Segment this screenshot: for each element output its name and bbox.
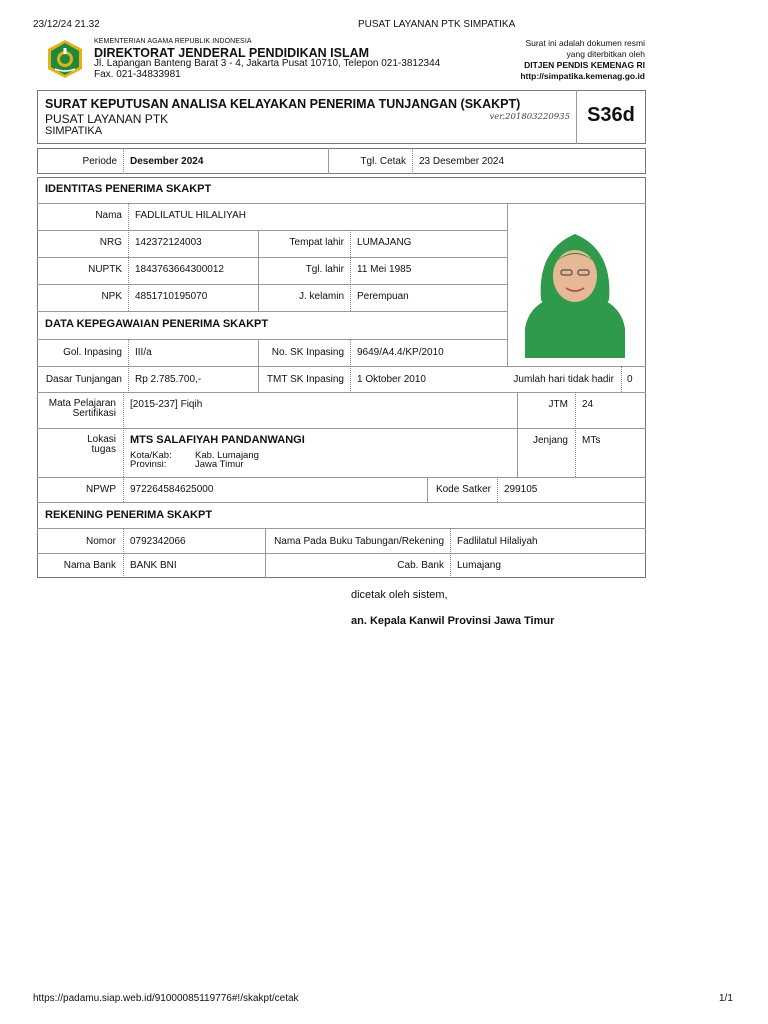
- jumlah-hari-value: 0: [627, 374, 633, 385]
- bank-section-title: REKENING PENERIMA SKAKPT: [45, 509, 213, 521]
- directorate-name: DIREKTORAT JENDERAL PENDIDIKAN ISLAM: [94, 46, 370, 60]
- print-title: PUSAT LAYANAN PTK SIMPATIKA: [358, 19, 516, 30]
- golongan-value: III/a: [135, 347, 152, 358]
- mata-pelajaran-value: [2015-237] Fiqih: [130, 399, 203, 410]
- nama-value: FADLILATUL HILALIYAH: [135, 210, 246, 221]
- jenjang-label: Jenjang: [532, 435, 568, 446]
- nama-buku-label: Nama Pada Buku Tabungan/Rekening: [274, 536, 444, 547]
- document-version: ver.201803220935: [489, 112, 570, 122]
- print-url: https://padamu.siap.web.id/91000085119776#!/skakpt/cetak: [33, 993, 299, 1004]
- signer-title: an. Kepala Kanwil Provinsi Jawa Timur: [351, 615, 555, 627]
- tempat-lahir-value: LUMAJANG: [357, 237, 412, 248]
- nomor-rekening-value: 0792342066: [130, 536, 186, 547]
- issuer-note: Surat ini adalah dokumen resmi yang diterbitkan oleh DITJEN PENDIS KEMENAG RI http://simpatika.kemenag.go.id: [520, 38, 645, 81]
- printed-by-system: dicetak oleh sistem,: [351, 589, 448, 601]
- provinsi-value: Jawa Timur: [195, 459, 244, 470]
- ministry-name: KEMENTERIAN AGAMA REPUBLIK INDONESIA: [94, 38, 252, 45]
- jenis-kelamin-label: J. kelamin: [298, 291, 344, 302]
- jtm-label: JTM: [548, 399, 568, 410]
- print-date-label: Tgl. Cetak: [360, 156, 406, 167]
- nuptk-value: 1843763664300012: [135, 264, 224, 275]
- golongan-label: Gol. Inpasing: [63, 347, 122, 358]
- tmt-sk-label: TMT SK Inpasing: [266, 374, 344, 385]
- print-datetime: 23/12/24 21.32: [33, 19, 100, 30]
- print-date-value: 23 Desember 2024: [419, 156, 505, 167]
- dasar-tunjangan-value: Rp 2.785.700,-: [135, 374, 202, 385]
- nama-bank-value: BANK BNI: [130, 560, 177, 571]
- provinsi-label: Provinsi:: [130, 459, 167, 470]
- document-subtitle-2: SIMPATIKA: [45, 125, 103, 137]
- kemenag-emblem-icon: [46, 39, 84, 79]
- nuptk-label: NUPTK: [88, 264, 122, 275]
- kode-satker-value: 299105: [504, 484, 538, 495]
- npwp-value: 972264584625000: [130, 484, 214, 495]
- kode-satker-label: Kode Satker: [435, 484, 491, 495]
- nama-buku-value: Fadlilatul Hilaliyah: [457, 536, 538, 547]
- kota-value: Kab. Lumajang: [195, 450, 259, 461]
- nrg-value: 142372124003: [135, 237, 202, 248]
- nrg-label: NRG: [99, 237, 122, 248]
- identity-section-title: IDENTITAS PENERIMA SKAKPT: [45, 183, 212, 195]
- recipient-photo: [521, 210, 629, 358]
- document-subtitle: PUSAT LAYANAN PTK: [45, 112, 169, 126]
- period-label: Periode: [82, 156, 117, 167]
- jenis-kelamin-value: Perempuan: [357, 291, 409, 302]
- document-code: S36d: [587, 104, 635, 126]
- jtm-value: 24: [582, 399, 594, 410]
- print-page-number: 1/1: [719, 993, 733, 1004]
- employment-section-title: DATA KEPEGAWAIAN PENERIMA SKAKPT: [45, 318, 269, 330]
- sk-inpasing-label: No. SK Inpasing: [271, 347, 344, 358]
- kota-label: Kota/Kab:: [130, 450, 172, 461]
- npk-label: NPK: [101, 291, 122, 302]
- npwp-label: NPWP: [86, 484, 116, 495]
- jenjang-value: MTs: [582, 435, 601, 446]
- tgl-lahir-value: 11 Mei 1985: [357, 264, 412, 275]
- directorate-address: Jl. Lapangan Banteng Barat 3 - 4, Jakarta Pusat 10710, Telepon 021-3812344 Fax. 021-34833981: [94, 58, 441, 80]
- cabang-bank-label: Cab. Bank: [397, 560, 444, 571]
- lokasi-tugas-value: MTS SALAFIYAH PANDANWANGI: [130, 434, 305, 446]
- tmt-sk-value: 1 Oktober 2010: [357, 374, 426, 385]
- period-value: Desember 2024: [130, 156, 204, 167]
- nama-label: Nama: [95, 210, 122, 221]
- tempat-lahir-label: Tempat lahir: [289, 237, 344, 248]
- nama-bank-label: Nama Bank: [63, 560, 116, 571]
- mata-pelajaran-label: Mata Pelajaran Sertifikasi: [48, 398, 116, 419]
- lokasi-tugas-label: Lokasi tugas: [87, 434, 116, 455]
- dasar-tunjangan-label: Dasar Tunjangan: [45, 374, 122, 385]
- nomor-rekening-label: Nomor: [85, 536, 116, 547]
- sk-inpasing-value: 9649/A4.4/KP/2010: [357, 347, 444, 358]
- document-title: SURAT KEPUTUSAN ANALISA KELAYAKAN PENERIMA TUNJANGAN (SKAKPT): [45, 97, 521, 111]
- jumlah-hari-label: Jumlah hari tidak hadir: [513, 374, 614, 385]
- tgl-lahir-label: Tgl. lahir: [305, 264, 344, 275]
- cabang-bank-value: Lumajang: [457, 560, 501, 571]
- npk-value: 4851710195070: [135, 291, 208, 302]
